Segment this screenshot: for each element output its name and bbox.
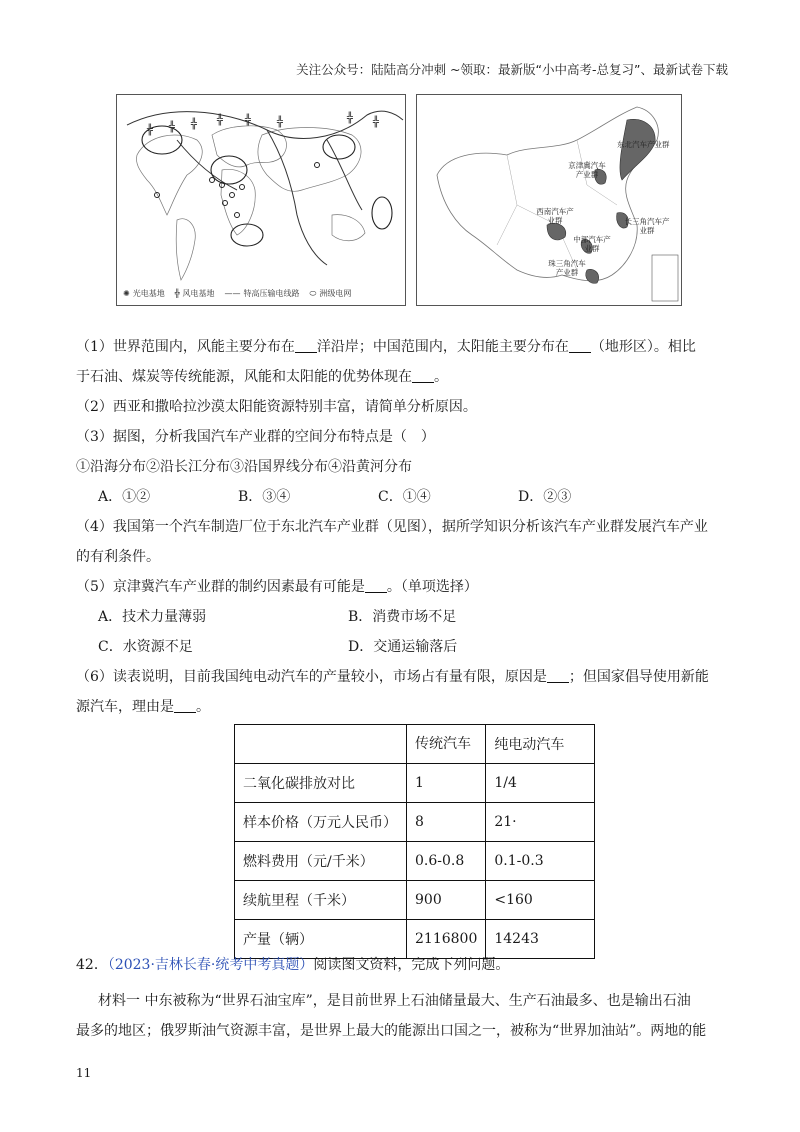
q3-option-b: B．③④ bbox=[238, 489, 291, 505]
legend-grid: ⬭ 洲级电网 bbox=[309, 288, 352, 298]
line-icon: —— bbox=[224, 289, 241, 298]
q4-line1: （4）我国第一个汽车制造厂位于东北汽车产业群（见图），据所学知识分析该汽车产业群发展汽车产业 bbox=[76, 519, 708, 535]
q2: （2）西亚和撒哈拉沙漠太阳能资源特别丰富，请简单分析原因。 bbox=[76, 399, 477, 415]
page-header: 关注公众号：陆陆高分冲刺 ~领取：最新版“小中高考-总复习”、最新试卷下载 bbox=[296, 62, 728, 77]
q3: （3）据图，分析我国汽车产业群的空间分布特点是（ ） bbox=[76, 429, 435, 445]
blank-q1-1 bbox=[295, 338, 317, 353]
table-header-cell: 传统汽车 bbox=[407, 725, 486, 764]
table-cell: 燃料费用（元/千米） bbox=[235, 842, 407, 881]
label-yangtze: 长三角汽车产业群 bbox=[624, 217, 670, 235]
table-row bbox=[235, 842, 595, 881]
label-jingjinji: 京津冀汽车产业群 bbox=[568, 161, 606, 179]
table-cell: 样本价格（万元人民币） bbox=[235, 803, 407, 842]
questions-block bbox=[76, 332, 736, 722]
q5-option-c: C．水资源不足 bbox=[98, 639, 193, 655]
table-cell: 续航里程（千米） bbox=[235, 881, 407, 920]
blank-q1-2 bbox=[569, 338, 591, 353]
blank-q5 bbox=[365, 578, 387, 593]
q5-options-row2 bbox=[76, 632, 736, 662]
q42-source-link[interactable]: （2023·吉林长春·统考中考真题） bbox=[107, 957, 314, 973]
svg-text:╬: ╬ bbox=[373, 117, 380, 128]
table-cell: 900 bbox=[407, 881, 486, 920]
legend-wind: ╬ 风电基地 bbox=[174, 289, 215, 298]
svg-text:╬: ╬ bbox=[191, 119, 198, 130]
svg-text:╬: ╬ bbox=[277, 117, 284, 128]
table-cell: 产量（辆） bbox=[235, 920, 407, 959]
q6-line1: （6）读表说明，目前我国纯电动汽车的产量较小，市场占有量有限，原因是 ；但国家倡导使用新能 bbox=[76, 669, 709, 685]
svg-text:╬: ╬ bbox=[245, 115, 252, 126]
ellipse-icon: ⬭ bbox=[309, 288, 317, 298]
q1-line1: （1）世界范围内，风能主要分布在 洋沿岸；中国范围内，太阳能主要分布在 （地形区）。相比 bbox=[76, 339, 696, 355]
sun-icon: ✺ bbox=[123, 289, 130, 298]
label-central: 中部汽车产业群 bbox=[573, 235, 611, 253]
q5-option-a: A．技术力量薄弱 bbox=[98, 609, 207, 625]
world-map-drawing bbox=[117, 95, 405, 305]
table-cell: 1 bbox=[407, 764, 486, 803]
page-number: 11 bbox=[76, 1066, 92, 1080]
q4-line2: 的有利条件。 bbox=[76, 549, 160, 565]
table-cell: 21· bbox=[486, 803, 595, 842]
wind-turbine-icon: ╬ bbox=[174, 289, 180, 298]
table-cell: <160 bbox=[486, 881, 595, 920]
table-row bbox=[235, 803, 595, 842]
q42-number: 42． bbox=[76, 957, 108, 973]
q5-option-d: D．交通运输落后 bbox=[348, 639, 458, 655]
label-southwest: 西南汽车产业群 bbox=[536, 207, 574, 225]
table-cell: 1/4 bbox=[486, 764, 595, 803]
svg-text:╬: ╬ bbox=[147, 125, 154, 136]
q5-options-row1 bbox=[76, 602, 736, 632]
map-legend bbox=[123, 288, 351, 299]
label-pearl: 珠三角汽车产业群 bbox=[548, 259, 586, 277]
blank-q6-2 bbox=[174, 698, 196, 713]
table-cell: 2116800 bbox=[407, 920, 486, 959]
question-42 bbox=[76, 954, 509, 974]
q5: （5）京津冀汽车产业群的制约因素最有可能是 。（单项选择） bbox=[76, 579, 478, 595]
q3-options bbox=[76, 482, 736, 512]
svg-text:╬: ╬ bbox=[217, 115, 224, 126]
blank-q1-3 bbox=[412, 368, 434, 383]
blank-q6-1 bbox=[547, 668, 569, 683]
table-row bbox=[235, 881, 595, 920]
world-energy-map bbox=[116, 94, 406, 306]
table-cell: 8 bbox=[407, 803, 486, 842]
q3-option-a: A．①② bbox=[98, 489, 151, 505]
q3-option-d: D．②③ bbox=[518, 489, 572, 505]
figures-row bbox=[116, 94, 680, 304]
table-header-cell: 纯电动汽车 bbox=[486, 725, 595, 764]
q42-prompt: 阅读图文资料，完成下列问题。 bbox=[313, 957, 510, 973]
table-cell: 二氧化碳排放对比 bbox=[235, 764, 407, 803]
q3-stem: ①沿海分布②沿长江分布③沿国界线分布④沿黄河分布 bbox=[76, 459, 412, 475]
china-auto-map bbox=[416, 94, 682, 306]
label-northeast: 东北汽车产业群 bbox=[617, 140, 670, 149]
table-header-row bbox=[235, 725, 595, 764]
comparison-table bbox=[234, 724, 595, 959]
q5-option-b: B．消费市场不足 bbox=[348, 609, 457, 625]
legend-solar: ✺ 光电基地 bbox=[123, 289, 165, 298]
table-cell: 0.6-0.8 bbox=[407, 842, 486, 881]
svg-text:╬: ╬ bbox=[347, 113, 354, 124]
table-cell: 14243 bbox=[486, 920, 595, 959]
table-row bbox=[235, 920, 595, 959]
material-line1: 材料一 中东被称为“世界石油宝库”，是目前世界上石油储量最大、生产石油最多、也是输出石油 bbox=[98, 993, 691, 1009]
material-one bbox=[76, 986, 736, 1046]
q1-line2: 于石油、煤炭等传统能源，风能和太阳能的优势体现在 。 bbox=[76, 369, 448, 385]
table-cell bbox=[235, 725, 407, 764]
q6-line2: 源汽车，理由是 。 bbox=[76, 699, 210, 715]
legend-line: —— 特高压输电线路 bbox=[224, 289, 300, 298]
svg-text:╬: ╬ bbox=[169, 122, 176, 133]
material-line2: 最多的地区；俄罗斯油气资源丰富，是世界上最大的能源出口国之一，被称为“世界加油站”。两地的能 bbox=[76, 1023, 707, 1039]
table-cell: 0.1-0.3 bbox=[486, 842, 595, 881]
q3-option-c: C．①④ bbox=[378, 489, 431, 505]
table-row bbox=[235, 764, 595, 803]
